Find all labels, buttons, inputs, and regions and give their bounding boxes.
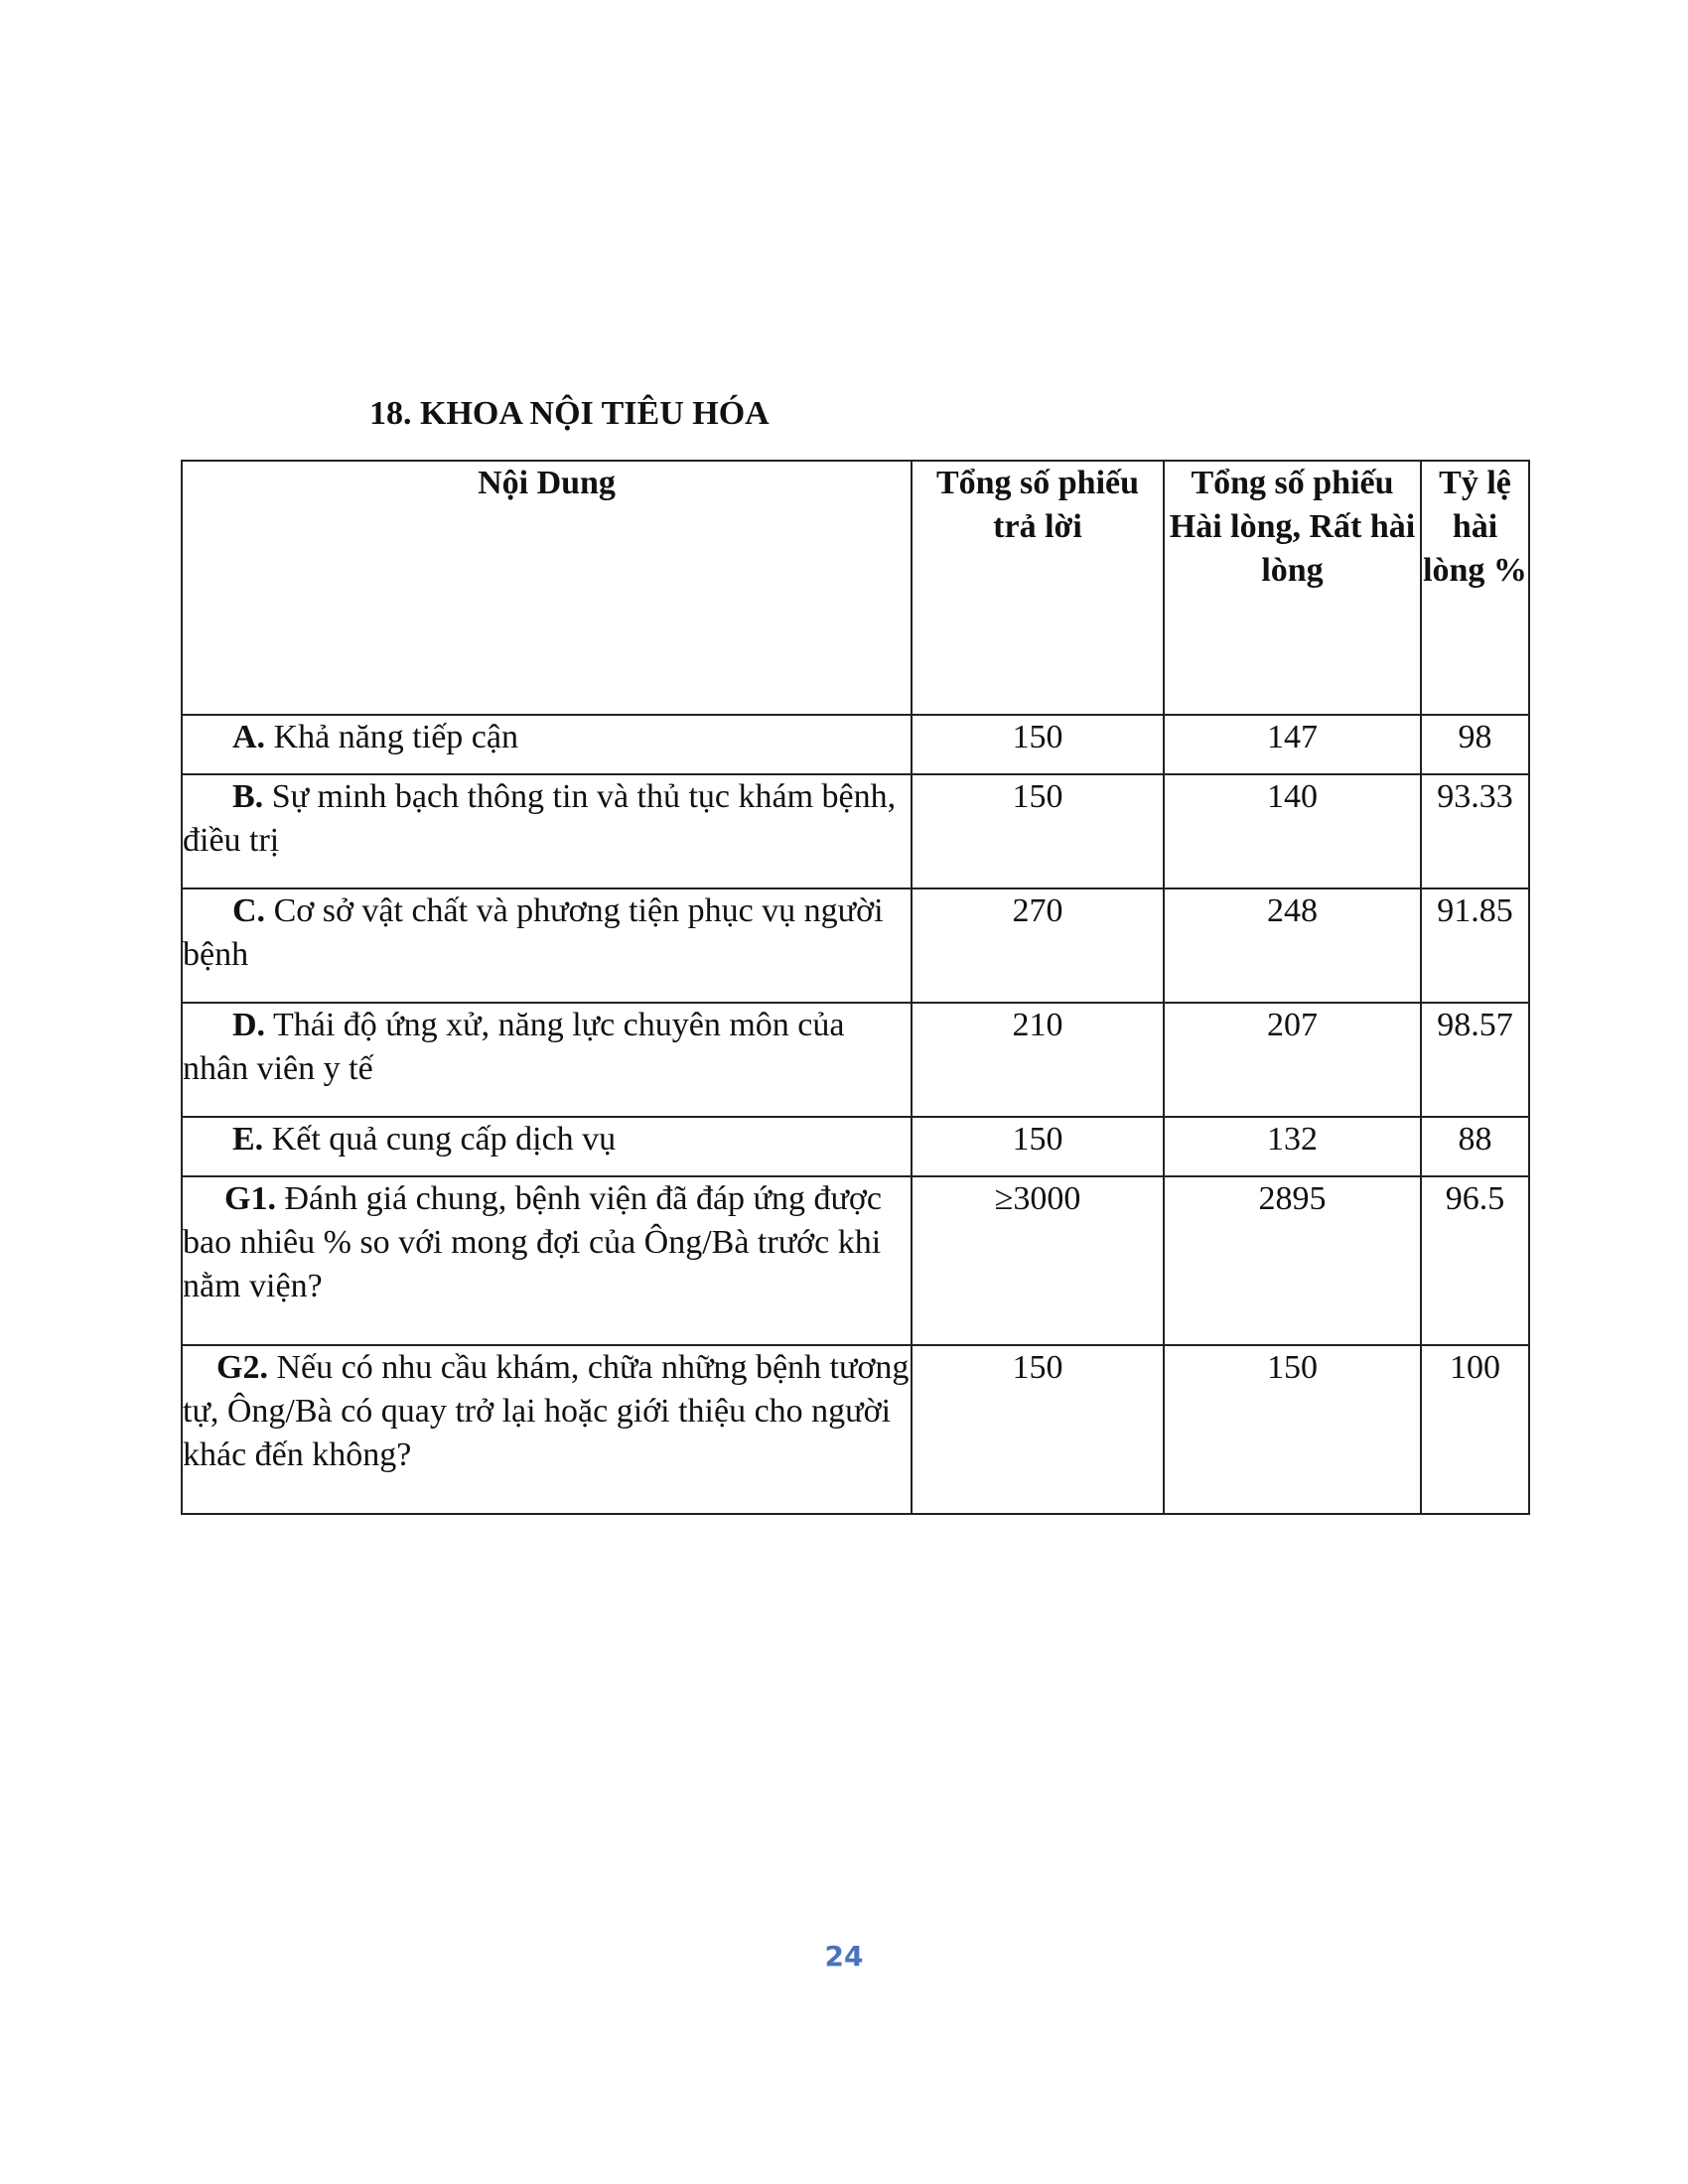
row-satisfied: 140	[1164, 774, 1421, 888]
row-rate: 93.33	[1421, 774, 1529, 888]
row-text: Thái độ ứng xử, năng lực chuyên môn của nhân viên y tế	[183, 1007, 845, 1087]
row-rate: 98.57	[1421, 1003, 1529, 1117]
table-row	[182, 774, 1529, 888]
row-content	[182, 1117, 912, 1176]
satisfaction-table	[181, 460, 1530, 1515]
row-rate: 98	[1421, 715, 1529, 774]
row-total: 210	[912, 1003, 1164, 1117]
table-row	[182, 1003, 1529, 1117]
row-satisfied: 147	[1164, 715, 1421, 774]
row-satisfied: 132	[1164, 1117, 1421, 1176]
row-total: 270	[912, 888, 1164, 1003]
row-rate: 100	[1421, 1345, 1529, 1514]
row-rate: 88	[1421, 1117, 1529, 1176]
row-content	[182, 1003, 912, 1117]
row-content	[182, 1176, 912, 1345]
row-text: Cơ sở vật chất và phương tiện phục vụ người bệnh	[183, 892, 884, 973]
page-number: 24	[824, 1940, 864, 1973]
header-total-responses: Tổng số phiếu trả lời	[912, 461, 1164, 715]
row-total: 150	[912, 715, 1164, 774]
row-content	[182, 888, 912, 1003]
table-row	[182, 1345, 1529, 1514]
header-satisfied-responses: Tổng số phiếu Hài lòng, Rất hài lòng	[1164, 461, 1421, 715]
row-letter: B.	[232, 778, 264, 815]
row-text: Nếu có nhu cầu khám, chữa những bệnh tương tự, Ông/Bà có quay trở lại hoặc giới thiệu cho người khác đến không?	[183, 1349, 910, 1473]
table-row	[182, 715, 1529, 774]
header-content: Nội Dung	[182, 461, 912, 715]
row-letter: G1.	[224, 1180, 276, 1217]
row-text: Khả năng tiếp cận	[273, 719, 518, 755]
section-title: 18. KHOA NỘI TIÊU HÓA	[369, 395, 770, 432]
row-letter: D.	[232, 1007, 266, 1043]
row-satisfied: 150	[1164, 1345, 1421, 1514]
row-text: Kết quả cung cấp dịch vụ	[271, 1121, 617, 1158]
table-row	[182, 1117, 1529, 1176]
row-text: Đánh giá chung, bệnh viện đã đáp ứng được bao nhiêu % so với mong đợi của Ông/Bà trước khi nằm viện?	[183, 1180, 882, 1304]
table-header-row	[182, 461, 1529, 715]
row-total: ≥3000	[912, 1176, 1164, 1345]
header-satisfaction-rate: Tỷ lệ hài lòng %	[1421, 461, 1529, 715]
row-total: 150	[912, 774, 1164, 888]
row-letter: G2.	[216, 1349, 268, 1386]
row-total: 150	[912, 1117, 1164, 1176]
row-rate: 91.85	[1421, 888, 1529, 1003]
table-row	[182, 888, 1529, 1003]
row-total: 150	[912, 1345, 1164, 1514]
row-letter: E.	[232, 1121, 264, 1158]
row-satisfied: 207	[1164, 1003, 1421, 1117]
row-satisfied: 2895	[1164, 1176, 1421, 1345]
row-text: Sự minh bạch thông tin và thủ tục khám bệnh, điều trị	[183, 778, 897, 859]
table-row	[182, 1176, 1529, 1345]
row-rate: 96.5	[1421, 1176, 1529, 1345]
row-satisfied: 248	[1164, 888, 1421, 1003]
row-letter: C.	[232, 892, 266, 929]
row-content	[182, 774, 912, 888]
row-content	[182, 715, 912, 774]
row-letter: A.	[232, 719, 266, 755]
row-content	[182, 1345, 912, 1514]
